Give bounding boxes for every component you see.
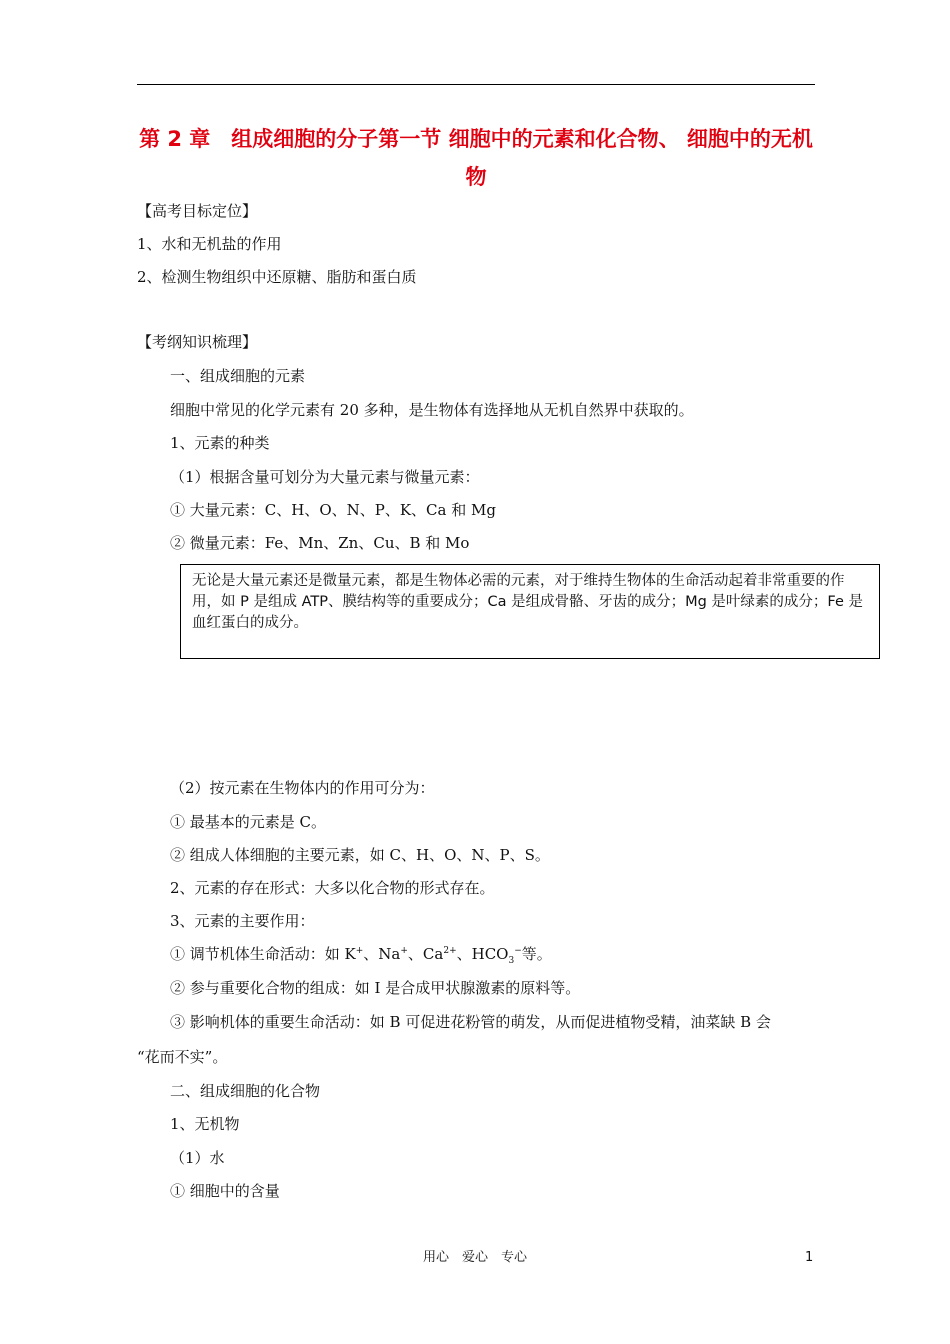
- element-types-heading: 1、元素的种类: [170, 434, 270, 452]
- role-1-sep-1: 、Na: [363, 945, 401, 963]
- hco3-ion-charge: −: [514, 946, 522, 956]
- element-roles-heading: 3、元素的主要作用：: [170, 912, 315, 930]
- basic-element: ① 最基本的元素是 C。: [170, 813, 327, 831]
- element-existence: 2、元素的存在形式：大多以化合物的形式存在。: [170, 879, 495, 897]
- k-ion-charge: +: [355, 946, 364, 956]
- role-3-line-2: “花而不实”。: [137, 1048, 228, 1066]
- part1-heading: 一、组成细胞的元素: [170, 367, 306, 385]
- role-1: [170, 944, 552, 964]
- role-2: ② 参与重要化合物的组成：如 I 是合成甲状腺激素的原料等。: [170, 979, 581, 997]
- by-function-heading: （2）按元素在生物体内的作用可分为：: [170, 779, 435, 797]
- hco3-subscript: 3: [508, 956, 515, 966]
- water-content: ① 细胞中的含量: [170, 1182, 280, 1200]
- header-rule: [137, 84, 815, 85]
- water-heading: （1）水: [170, 1149, 225, 1167]
- elements-intro: 细胞中常见的化学元素有 20 多种，是生物体有选择地从无机自然界中获取的。: [170, 401, 694, 419]
- main-elements: ② 组成人体细胞的主要元素，如 C、H、O、N、P、S。: [170, 846, 550, 864]
- macro-elements: ① 大量元素：C、H、O、N、P、K、Ca 和 Mg: [170, 501, 496, 519]
- micro-elements: ② 微量元素：Fe、Mn、Zn、Cu、B 和 Mo: [170, 534, 470, 552]
- role-3-line-1: ③ 影响机体的重要生命活动：如 B 可促进花粉管的萌发，从而促进植物受精，油菜缺 B 会: [170, 1013, 771, 1031]
- knowledge-heading: 【考纲知识梳理】: [137, 333, 258, 351]
- page-title: 第 2 章 组成细胞的分子第一节 细胞中的元素和化合物、 细胞中的无机物: [139, 127, 813, 189]
- na-ion-charge: +: [400, 946, 408, 956]
- part2-heading: 二、组成细胞的化合物: [170, 1082, 321, 1100]
- goal-item-2: 2、检测生物组织中还原糖、脂肪和蛋白质: [137, 268, 417, 286]
- inorganic-heading: 1、无机物: [170, 1115, 240, 1133]
- by-content-heading: （1）根据含量可划分为大量元素与微量元素：: [170, 468, 480, 486]
- role-1-sep-3: 、HCO: [456, 945, 509, 963]
- footer-motto: 用心 爱心 专心: [422, 1250, 527, 1265]
- role-1-sep-2: 、Ca: [407, 945, 444, 963]
- page-number: 1: [805, 1250, 814, 1265]
- ca-ion-charge: 2+: [443, 946, 457, 956]
- note-text: 无论是大量元素还是微量元素，都是生物体必需的元素，对于维持生物体的生命活动起着非常重要的作用，如 P 是组成 ATP、膜结构等的重要成分；Ca 是组成骨骼、牙齿的成分；Mg 是叶绿素的成分；Fe 是血红蛋白的成分。: [192, 573, 863, 631]
- goal-item-1: 1、水和无机盐的作用: [137, 235, 282, 253]
- note-box: [180, 564, 880, 659]
- role-1-suffix: 等。: [521, 945, 552, 963]
- goal-heading: 【高考目标定位】: [137, 202, 258, 220]
- role-1-prefix: ① 调节机体生命活动：如 K: [170, 945, 356, 963]
